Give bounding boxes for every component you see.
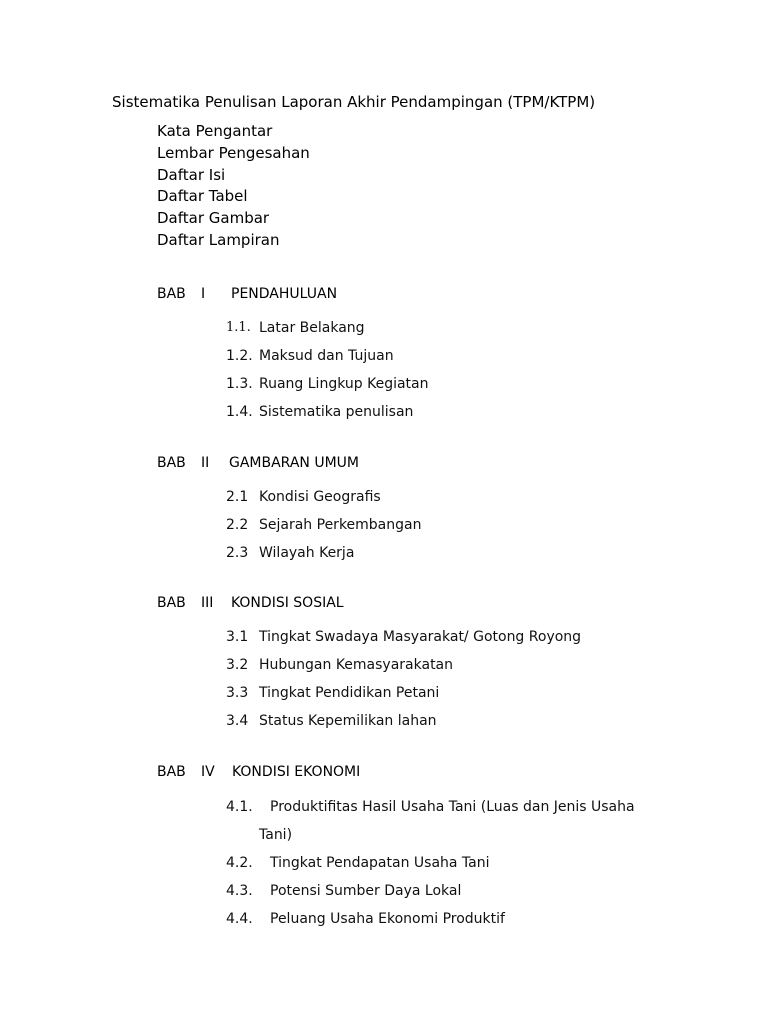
section-number: 1.4.: [226, 404, 253, 420]
chapter-heading: [157, 284, 747, 304]
section-text: Kondisi Geografis: [259, 489, 381, 505]
section-item: [157, 877, 747, 905]
section-text: Wilayah Kerja: [259, 545, 355, 561]
section-number: 3.3: [226, 685, 249, 701]
chapter-heading: [157, 453, 747, 473]
section-text: Ruang Lingkup Kegiatan: [259, 376, 429, 392]
section-text: Sistematika penulisan: [259, 404, 414, 420]
section-item: [157, 905, 747, 933]
section-text: Peluang Usaha Ekonomi Produktif: [270, 911, 505, 927]
section-text: Maksud dan Tujuan: [259, 348, 394, 364]
chapter-bab-label: BAB: [157, 455, 186, 471]
chapter-1: [157, 284, 747, 426]
chapter-title: PENDAHULUAN: [231, 286, 338, 302]
front-matter-item: Daftar Tabel: [157, 187, 248, 206]
section-item: [157, 651, 747, 679]
section-number: 3.4: [226, 713, 249, 729]
section-item: [157, 539, 747, 567]
section-text: Status Kepemilikan lahan: [259, 713, 437, 729]
chapter-title: KONDISI EKONOMI: [232, 764, 361, 780]
section-number: 4.4.: [226, 911, 253, 927]
section-number: 1.1.: [226, 320, 251, 335]
section-text: Potensi Sumber Daya Lokal: [270, 883, 462, 899]
front-matter-item: Lembar Pengesahan: [157, 143, 310, 162]
section-text-continuation: Tani): [259, 827, 293, 843]
front-matter-item: Daftar Lampiran: [157, 230, 280, 249]
section-item: [157, 679, 747, 707]
section-text: Tingkat Swadaya Masyarakat/ Gotong Royong: [259, 629, 582, 645]
section-text: Tingkat Pendidikan Petani: [259, 685, 440, 701]
section-text: Produktifitas Hasil Usaha Tani (Luas dan Jenis Usaha: [270, 799, 635, 815]
section-item: [157, 707, 747, 735]
section-text: Tingkat Pendapatan Usaha Tani: [270, 855, 490, 871]
section-item: [157, 511, 747, 539]
section-number: 1.2.: [226, 348, 253, 364]
section-item: [157, 370, 747, 398]
section-item: [157, 342, 747, 370]
section-number: 2.1: [226, 489, 249, 505]
section-text: Hubungan Kemasyarakatan: [259, 657, 454, 673]
section-number: 3.2: [226, 657, 249, 673]
chapter-2: [157, 453, 747, 567]
section-text: Sejarah Perkembangan: [259, 517, 422, 533]
section-number: 4.2.: [226, 855, 253, 871]
chapter-bab-label: BAB: [157, 764, 186, 780]
section-number: 2.3: [226, 545, 249, 561]
section-item: [157, 314, 747, 342]
chapter-title: KONDISI SOSIAL: [231, 595, 344, 611]
section-text: Latar Belakang: [259, 320, 365, 336]
section-number: 3.1: [226, 629, 249, 645]
chapter-3: [157, 593, 747, 735]
chapter-title: GAMBARAN UMUM: [229, 455, 359, 471]
section-item: [157, 398, 747, 426]
document-title: Sistematika Penulisan Laporan Akhir Pendampingan (TPM/KTPM): [112, 93, 596, 111]
chapter-roman-numeral: I: [201, 286, 206, 302]
chapter-roman-numeral: IV: [201, 764, 215, 780]
section-number: 1.3.: [226, 376, 253, 392]
front-matter-item: Daftar Isi: [157, 165, 226, 184]
chapter-bab-label: BAB: [157, 595, 186, 611]
section-item: [157, 849, 747, 877]
chapter-roman-numeral: II: [201, 455, 210, 471]
chapter-bab-label: BAB: [157, 286, 186, 302]
chapter-4: [157, 762, 747, 933]
section-number: 4.3.: [226, 883, 253, 899]
front-matter-item: Daftar Gambar: [157, 209, 270, 228]
front-matter-list: [157, 121, 310, 252]
section-number: 2.2: [226, 517, 249, 533]
chapter-heading: [157, 762, 747, 782]
section-number: 4.1.: [226, 799, 253, 815]
front-matter-item: Kata Pengantar: [157, 122, 273, 140]
section-item: [157, 793, 747, 849]
chapter-roman-numeral: III: [201, 595, 214, 611]
section-item: [157, 483, 747, 511]
chapter-heading: [157, 593, 747, 613]
section-item: [157, 623, 747, 651]
